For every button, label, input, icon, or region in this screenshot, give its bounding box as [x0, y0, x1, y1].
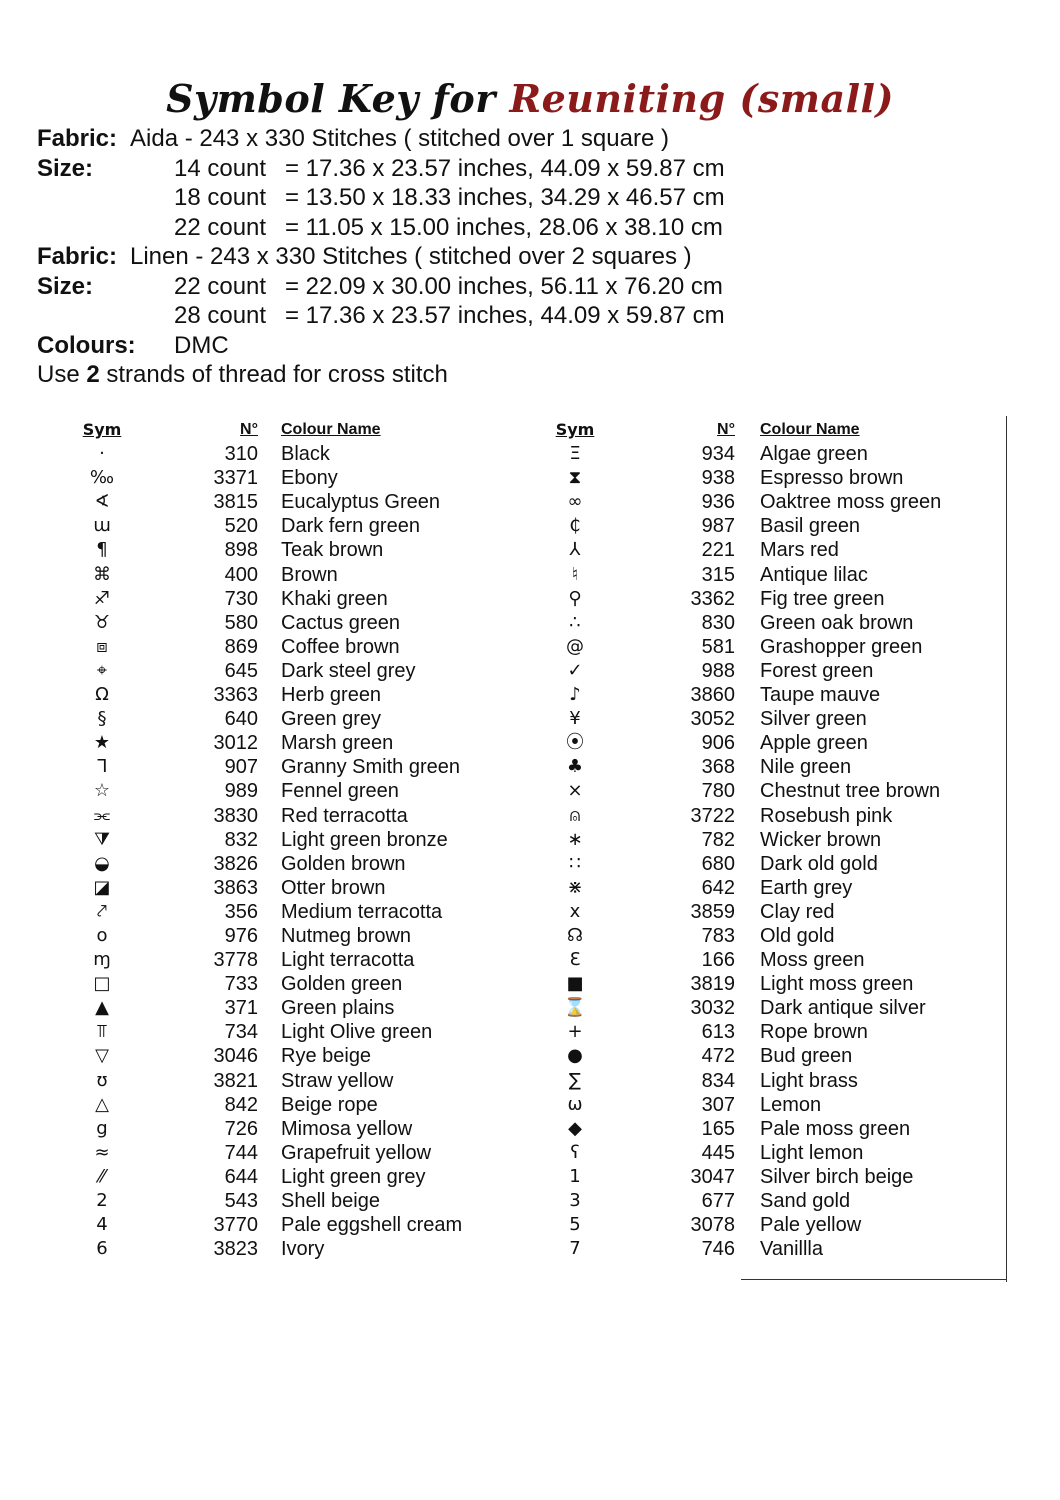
page-title [0, 76, 1060, 121]
key-symbol: ɯ [93, 515, 111, 537]
colour-name: Shell beige [281, 1190, 380, 1212]
colour-name: Earth grey [760, 876, 853, 899]
dmc-number: 3371 [213, 467, 258, 490]
dmc-number: 987 [701, 515, 735, 538]
key-symbol: 3 [569, 1190, 581, 1211]
colour-name: Light terracotta [281, 949, 415, 972]
dmc-number: 371 [224, 997, 258, 1020]
colour-name: Vanillla [760, 1238, 823, 1261]
colour-name: Silver birch beige [760, 1165, 914, 1188]
key-symbol: ₵ [569, 515, 581, 537]
dmc-number: 165 [701, 1117, 735, 1140]
colour-name: Green grey [281, 708, 382, 731]
key-symbol: ⫪ [96, 1021, 108, 1043]
key-symbol: ⁄⁄ [98, 1165, 105, 1187]
size-count: 14 count [174, 154, 267, 182]
key-symbol: ⅄ [569, 539, 581, 561]
key-symbol: 2 [96, 1190, 108, 1211]
dmc-number: 368 [701, 756, 735, 779]
dmc-number: 581 [701, 635, 735, 658]
colour-name: Dark fern green [281, 515, 420, 538]
colour-name: Clay red [760, 900, 835, 923]
right-border-line [1006, 416, 1007, 1282]
key-symbol: ☊ [567, 924, 583, 946]
size-label: Size: [37, 154, 94, 182]
key-symbol: ʊ [96, 1069, 108, 1091]
key-symbol: ▲ [95, 997, 109, 1019]
colour-name: Eucalyptus Green [281, 491, 440, 514]
colour-name: Moss green [760, 949, 865, 972]
dmc-number: 744 [224, 1141, 258, 1164]
colour-name: Rope brown [760, 1021, 868, 1044]
key-symbol: ★ [93, 732, 111, 754]
dmc-number: 746 [701, 1238, 735, 1261]
key-symbol: ⋇ [567, 876, 583, 898]
key-symbol: ⫘ [93, 804, 111, 826]
key-symbol: ♮ [571, 563, 579, 585]
colour-name: Grashopper green [760, 635, 923, 658]
size-dimensions: = 17.36 x 23.57 inches, 44.09 x 59.87 cm [285, 302, 725, 329]
fabric-label: Fabric: [37, 243, 118, 270]
colour-name: Fig tree green [760, 587, 885, 610]
key-symbol: ♪ [569, 684, 581, 706]
fabric-value: Aida - 243 x 330 Stitches ( stitched over 1 square ) [130, 125, 669, 152]
colour-name: Green plains [281, 997, 395, 1020]
colour-name: Golden green [281, 973, 403, 996]
colour-name: Grapefruit yellow [281, 1141, 432, 1164]
colour-name: Antique lilac [760, 563, 868, 586]
dmc-number: 988 [701, 659, 735, 682]
colour-name: Espresso brown [760, 467, 904, 490]
colour-name: Old gold [760, 924, 835, 947]
dmc-number: 3815 [213, 491, 258, 514]
key-symbol: ⌖ [96, 659, 108, 681]
key-symbol: ⧈ [96, 635, 108, 657]
key-symbol: □ [93, 973, 111, 995]
key-symbol: ≈ [94, 1141, 110, 1163]
colours-value: DMC [174, 331, 229, 359]
key-symbol: ⧗ [568, 467, 582, 489]
colour-name: Rosebush pink [760, 804, 893, 827]
dmc-number: 307 [701, 1093, 735, 1116]
colour-name: Beige rope [281, 1093, 378, 1116]
colour-name: Taupe mauve [760, 684, 881, 707]
key-symbol: ⧩ [93, 828, 111, 850]
colour-name: Light lemon [760, 1141, 864, 1164]
dmc-number: 734 [224, 1021, 258, 1044]
dmc-number: 613 [701, 1021, 735, 1044]
colour-name: Green oak brown [760, 611, 914, 634]
key-symbol: △ [95, 1093, 109, 1115]
colour-name: Black [281, 443, 330, 466]
num-header: N° [240, 421, 258, 438]
key-symbol: 1 [569, 1165, 581, 1187]
colour-name: Light Olive green [281, 1021, 433, 1044]
colour-name: Chestnut tree brown [760, 780, 941, 803]
colour-name: Algae green [760, 443, 868, 466]
size-dimensions: = 17.36 x 23.57 inches, 44.09 x 59.87 cm [285, 154, 725, 182]
colour-name-header: Colour Name [281, 421, 381, 438]
size-dimensions: = 13.50 x 18.33 inches, 34.29 x 46.57 cm [285, 184, 725, 211]
dmc-number: 3860 [690, 684, 735, 707]
dmc-number: 3770 [213, 1214, 258, 1237]
colour-name: Silver green [760, 708, 867, 731]
dmc-number: 3830 [213, 804, 258, 827]
strands-prefix: Use [37, 361, 87, 388]
colour-name: Mars red [760, 539, 839, 562]
dmc-number: 3826 [213, 852, 258, 875]
key-symbol: ∴ [569, 611, 581, 633]
colour-name: Otter brown [281, 876, 386, 899]
colour-name: Forest green [760, 659, 874, 682]
dmc-number: 3722 [690, 804, 735, 827]
key-symbol: ♐ [93, 587, 111, 609]
dmc-number: 989 [224, 780, 258, 803]
dmc-number: 645 [224, 659, 258, 682]
colour-name: Golden brown [281, 852, 406, 875]
dmc-number: 3362 [690, 587, 735, 610]
dmc-number: 3047 [690, 1165, 735, 1188]
colour-name: Apple green [760, 732, 868, 755]
dmc-number: 3363 [213, 684, 258, 707]
key-symbol: + [567, 1021, 583, 1043]
dmc-number: 934 [701, 443, 735, 466]
colour-name: Khaki green [281, 587, 388, 610]
key-symbol: § [97, 708, 107, 730]
colour-name: Dark antique silver [760, 997, 926, 1020]
colour-name-header: Colour Name [760, 421, 860, 438]
dmc-number: 783 [701, 924, 735, 947]
key-symbol: · [99, 443, 105, 465]
colour-name: Light green grey [281, 1165, 426, 1188]
dmc-number: 680 [701, 852, 735, 875]
colour-name: Nutmeg brown [281, 924, 412, 947]
fabric-label: Fabric: [37, 125, 118, 152]
colour-name: Lemon [760, 1093, 822, 1116]
dmc-number: 221 [701, 539, 735, 562]
dmc-number: 3078 [690, 1214, 735, 1237]
colour-name: Pale yellow [760, 1214, 862, 1237]
size-count: 18 count [174, 184, 267, 211]
strands-note [37, 360, 448, 390]
size-label: Size: [37, 272, 94, 300]
title-pattern-name: Reuniting (small) [509, 76, 894, 121]
key-symbol: o [96, 924, 108, 946]
key-symbol: ∑ [568, 1069, 582, 1091]
key-symbol: ⤤ [96, 900, 108, 922]
dmc-number: 543 [224, 1190, 258, 1212]
dmc-number: 782 [701, 828, 735, 851]
colour-name: Wicker brown [760, 828, 882, 851]
colour-name: Coffee brown [281, 635, 400, 658]
colour-name: Pale eggshell cream [281, 1214, 463, 1237]
size-count: 28 count [174, 302, 267, 329]
dmc-number: 3821 [213, 1069, 258, 1092]
dmc-number: 834 [701, 1069, 735, 1092]
key-symbol: 5 [569, 1214, 581, 1236]
key-symbol: ¶ [96, 539, 108, 561]
dmc-number: 869 [224, 635, 258, 658]
dmc-number: 906 [701, 732, 735, 755]
key-symbol: ⌘ [93, 563, 111, 585]
colour-name: Bud green [760, 1045, 853, 1068]
key-symbol: Ɛ [569, 949, 581, 971]
dmc-number: 976 [224, 924, 258, 947]
key-symbol: @ [566, 635, 584, 657]
dmc-number: 520 [224, 515, 258, 538]
key-symbol: ⍝ [569, 804, 581, 826]
colour-name: Mimosa yellow [281, 1117, 413, 1140]
dmc-number: 3819 [690, 973, 735, 996]
colour-name: Straw yellow [281, 1069, 394, 1092]
colour-name: Dark old gold [760, 852, 878, 875]
key-symbol: 6 [96, 1238, 108, 1260]
colour-name: Marsh green [281, 732, 394, 755]
dmc-number: 3859 [690, 900, 735, 923]
key-symbol: ♉ [93, 611, 111, 633]
dmc-number: 936 [701, 491, 735, 514]
dmc-number: 733 [224, 973, 258, 996]
key-symbol: 7 [569, 1238, 581, 1260]
dmc-number: 580 [224, 611, 258, 634]
dmc-number: 3778 [213, 949, 258, 972]
colours-label: Colours: [37, 331, 136, 359]
colour-name: Herb green [281, 684, 382, 707]
dmc-number: 730 [224, 587, 258, 610]
colour-name: Oaktree moss green [760, 491, 942, 514]
key-symbol: ‰ [89, 467, 115, 489]
dmc-number: 356 [224, 900, 258, 923]
sym-header: Sym [82, 420, 122, 439]
key-symbol: ¥ [569, 708, 581, 730]
title-prefix: Symbol Key for [166, 76, 496, 121]
key-symbol: ∞ [567, 491, 583, 513]
dmc-number: 3052 [690, 708, 735, 731]
key-symbol: ɱ [93, 949, 111, 971]
key-symbol: ◆ [568, 1117, 582, 1139]
key-symbol: ∗ [567, 828, 583, 850]
key-symbol: 4 [96, 1214, 108, 1236]
colour-name: Red terracotta [281, 804, 408, 827]
dmc-number: 898 [224, 539, 258, 562]
key-symbol: x [569, 900, 581, 922]
dmc-number: 3012 [213, 732, 258, 755]
key-symbol: ■ [566, 973, 584, 995]
dmc-number: 832 [224, 828, 258, 851]
key-symbol: ᒣ [96, 756, 108, 778]
fabric-value: Linen - 243 x 330 Stitches ( stitched over 2 squares ) [130, 243, 692, 270]
dmc-number: 842 [224, 1093, 258, 1116]
colour-name: Medium terracotta [281, 900, 443, 923]
key-symbol: ♣ [566, 756, 584, 778]
dmc-number: 3863 [213, 876, 258, 899]
dmc-number: 907 [224, 756, 258, 779]
dmc-number: 938 [701, 467, 735, 490]
colour-name: Sand gold [760, 1190, 851, 1212]
key-symbol: ⌛ [563, 997, 587, 1019]
num-header: N° [717, 421, 735, 438]
colour-name: Granny Smith green [281, 756, 460, 779]
key-symbol: ✓ [567, 659, 583, 681]
key-symbol: ∢ [94, 491, 110, 513]
dmc-number: 780 [701, 780, 735, 803]
dmc-number: 400 [224, 563, 258, 586]
key-symbol: Ω [95, 684, 109, 706]
dmc-number: 726 [224, 1117, 258, 1140]
key-symbol: ⦿ [566, 732, 584, 754]
dmc-number: 3823 [213, 1238, 258, 1261]
key-symbol: ● [567, 1045, 583, 1067]
colour-name: Ivory [281, 1238, 325, 1261]
dmc-number: 830 [701, 611, 735, 634]
size-count: 22 count [174, 272, 267, 300]
colour-name: Cactus green [281, 611, 400, 634]
key-symbol: ◒ [94, 852, 110, 874]
dmc-number: 310 [224, 443, 258, 466]
dmc-number: 472 [701, 1045, 735, 1068]
dmc-number: 644 [224, 1165, 258, 1188]
key-symbol: ⚲ [568, 587, 582, 609]
dmc-number: 315 [701, 563, 735, 586]
size-dimensions: = 11.05 x 15.00 inches, 28.06 x 38.10 cm [285, 213, 723, 241]
key-symbol: ʕ [570, 1141, 580, 1163]
colour-name: Rye beige [281, 1045, 372, 1068]
key-symbol: ☆ [93, 780, 111, 802]
key-symbol: ▽ [95, 1045, 109, 1067]
key-symbol: ◪ [93, 876, 111, 898]
strands-count: 2 [86, 361, 100, 388]
colour-name: Pale moss green [760, 1117, 911, 1140]
colour-name: Dark steel grey [281, 659, 416, 682]
key-symbol: ω [567, 1093, 583, 1115]
dmc-number: 677 [701, 1190, 735, 1212]
key-symbol: ∷ [569, 852, 581, 874]
size-dimensions: = 22.09 x 30.00 inches, 56.11 x 76.20 cm [285, 272, 723, 300]
colour-name: Ebony [281, 467, 338, 490]
colour-name: Teak brown [281, 539, 384, 562]
dmc-number: 445 [701, 1141, 735, 1164]
dmc-number: 166 [701, 949, 735, 972]
dmc-number: 642 [701, 876, 735, 899]
colour-name: Light moss green [760, 973, 914, 996]
colour-name: Light brass [760, 1069, 858, 1092]
size-count: 22 count [174, 213, 267, 241]
colour-name: Nile green [760, 756, 852, 779]
dmc-number: 3032 [690, 997, 735, 1020]
key-symbol: g [96, 1117, 108, 1139]
colour-name: Basil green [760, 515, 861, 538]
sym-header: Sym [555, 420, 595, 439]
strands-suffix: strands of thread for cross stitch [99, 361, 448, 388]
dmc-number: 3046 [213, 1045, 258, 1068]
bottom-border-line [741, 1279, 1007, 1280]
colour-name: Light green bronze [281, 828, 448, 851]
key-symbol: ⨯ [567, 780, 583, 802]
key-symbol: Ξ [569, 443, 581, 465]
colour-name: Brown [281, 563, 338, 586]
dmc-number: 640 [224, 708, 258, 731]
colour-name: Fennel green [281, 780, 399, 803]
